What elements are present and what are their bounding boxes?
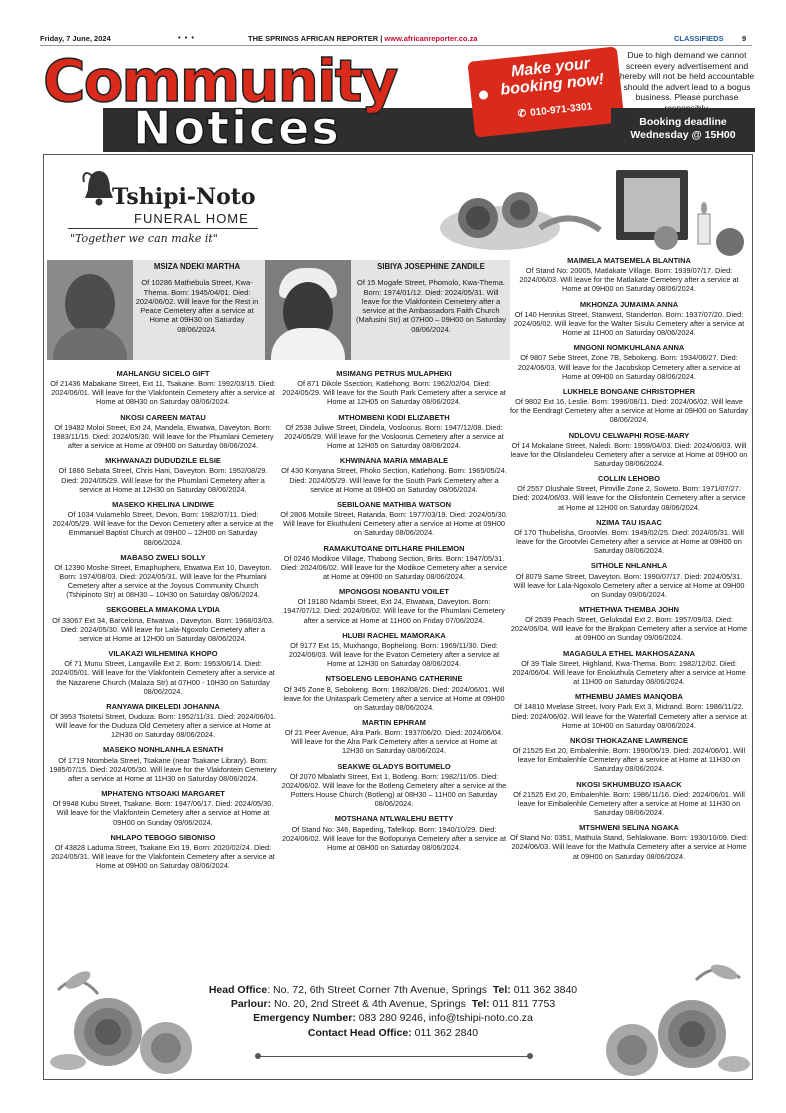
notice-entry xyxy=(49,456,277,494)
emergency-line xyxy=(200,1011,586,1025)
deceased-name: MABASO ZWELI SOLLY xyxy=(120,552,206,562)
notice-details: Of 9802 Ext 16, Leslie. Born: 1996/08/11. Died: 2024/06/02. Will leave for the Eendragt Cemetery after a service at Home at 09H00 on Saturday 08/06/2024. xyxy=(510,397,748,425)
booking-tag[interactable] xyxy=(467,46,624,137)
notice-details: Of 1719 Ntombela Street, Tsakane (near Tsakane Library). Born: 1985/07/15. Died: 2024/05/30. Will leave for the Vlakfontein Cemetery after a service at Home at 11H30 on Saturday 08/06/2024. xyxy=(49,755,277,783)
notice-entry xyxy=(280,587,508,625)
notice-entry xyxy=(280,762,508,809)
notice-entry xyxy=(280,456,508,494)
deceased-name: VILAKAZI WILHEMINA KHOPO xyxy=(108,649,218,659)
contact-line xyxy=(200,1026,586,1040)
deceased-name: MKHWANAZI DUDUDZILE ELSIE xyxy=(105,456,221,466)
notice-details: Of 19180 Ndambi Street, Ext 24, Etwatwa, Daveyton. Born: 1947/07/12. Died: 2024/06/02. Will leave for the Phumlani Cemetery after a service at Home at 11H00 on Friday 07/06/2024. xyxy=(283,597,505,625)
booking-phone xyxy=(493,99,617,123)
booking-deadline xyxy=(611,108,755,152)
contact-label: Contact Head Office: xyxy=(307,1026,412,1039)
deadline-label: Booking deadline xyxy=(639,116,727,128)
notice-entry xyxy=(280,631,508,669)
notice-details: Of 9177 Ext 15, Muxhango, Bophelong. Born: 1969/11/30. Died: 2024/06/03. Will leave for the Evaton Cemetery after a service at Home at 12H30 on Saturday 08/06/2024. xyxy=(288,640,500,669)
deceased-name: MTHOMBENI KODI ELIZABETH xyxy=(338,412,450,422)
portrait-body xyxy=(53,328,127,360)
portrait-photo xyxy=(265,260,351,360)
notice-details: Of 8079 Same Street, Daveyton. Born: 1990/07/17. Died: 2024/05/31. Will leave for Lala-Ngoxolo Cemetery after a service at Home at 09H00 on Sunday 09/06/2024. xyxy=(513,571,745,599)
deceased-name: NKOSI CAREEN MATAU xyxy=(120,412,206,422)
footer-rule-end-right xyxy=(527,1053,533,1059)
footer-rule xyxy=(258,1056,530,1057)
emergency-contact[interactable]: 083 280 9246, info@tshipi-noto.co.za xyxy=(355,1012,533,1025)
notice-entry xyxy=(280,674,508,712)
header-dots: • • • xyxy=(178,33,196,42)
publication-name xyxy=(248,34,478,43)
deceased-name: SEBILOANE MATHIBA WATSON xyxy=(336,499,452,509)
deceased-name: MKHONZA JUMAIMA ANNA xyxy=(579,299,679,309)
notice-details: Of 2557 Dlushale Street, Pimville Zone 2, Soweto. Born: 1971/07/27. Died: 2024/06/03. Will leave for the Olisfontein Cemetery after a service at Home at 12H00 on Saturday 08/06/2024. xyxy=(512,484,746,512)
notice-entry xyxy=(510,387,748,425)
deceased-name: MNGONI NOMKUHLANA ANNA xyxy=(573,343,685,353)
logo-divider xyxy=(68,228,258,229)
header-rule xyxy=(40,45,752,46)
deceased-name: MAGAGULA ETHEL MAKHOSAZANA xyxy=(562,648,696,658)
notice-details: Of 9948 Kubu Street, Tsakane. Born: 1947/06/17. Died: 2024/05/30. Will leave for the Vlakfontein Cemetery after a service at Home at 09H00 on Sunday 09/06/2024. xyxy=(52,799,274,827)
notice-details: Of 345 Zone 8, Sebokeng. Born: 1982/08/26. Died: 2024/06/01. Will leave for the Unitaspark Cemetery after a service at Home at 09H00 on Saturday 08/06/2024. xyxy=(283,684,505,712)
notice-details: Of 33067 Ext 34, Barcelona, Etwatwa , Daveyton. Born: 1968/03/03. Died: 2024/05/30. Will leave for Lala-Ngoxolo Cemetery after a service at Home at 12H00 on Saturday 08/06/2024. xyxy=(52,615,274,643)
notice-details: Of 3953 Tsotetsi Street, Duduza. Born: 1952/11/31. Died: 2024/06/01. Will leave for the Duduza Old Cemetery after a service at Home at 12H30 on Saturday 08/06/2024. xyxy=(50,712,276,740)
deceased-name: SEKGOBELA MMAKOMA LYDIA xyxy=(106,605,220,615)
deceased-name: MASEKO NONHLANHLA ESNATH xyxy=(103,745,223,755)
notice-entry xyxy=(49,789,277,827)
deceased-name: NDLOVU CELWAPHI ROSE-MARY xyxy=(568,430,690,440)
tel-label: Tel: xyxy=(471,998,490,1011)
featured-notices xyxy=(47,260,510,360)
notice-details: Of 1034 Vulamehlo Street, Devon. Born: 1982/07/11. Died: 2024/05/29. Will leave for the Devon Cemetery after a service at the Emmanuel Baptist Church at 09H00 – 12H00 on Saturday 08/06/2024. xyxy=(52,510,274,547)
notice-details: Of 140 Hennius Street, Stanwest, Standerton. Born: 1937/07/20. Died: 2024/06/02. Will leave for the Walter Sisulu Cemetery after a service at Home at 11H00 on Saturday 08/06/2024. xyxy=(513,309,745,338)
masthead-title-notices: Notices xyxy=(133,101,341,155)
publication-title: THE SPRINGS AFRICAN REPORTER | xyxy=(248,34,385,43)
notice-entry xyxy=(510,823,748,861)
notice-entry xyxy=(510,736,748,774)
deceased-name: MASEKO KHELINA LINDIWE xyxy=(112,499,214,509)
notice-entry xyxy=(510,474,748,512)
portrait-photo xyxy=(47,260,133,360)
publication-url[interactable]: www.africanreporter.co.za xyxy=(384,34,478,43)
notice-entry xyxy=(49,833,277,871)
contact-phone[interactable]: 011 362 2840 xyxy=(411,1026,479,1039)
notices-column-1 xyxy=(49,369,277,876)
deceased-name: NZIMA TAU ISAAC xyxy=(596,517,662,527)
notice-entry xyxy=(510,605,748,643)
notice-entry xyxy=(280,500,508,538)
notice-entry xyxy=(49,369,277,407)
masthead xyxy=(43,47,755,155)
section-name: CLASSIFIEDS xyxy=(674,34,724,43)
deceased-name: MTHEMBU JAMES MANQOBA xyxy=(575,692,683,702)
notice-details: Of 871 Dikole Ssection, Katlehong. Born: 1962/02/04. Died: 2024/05/29. Will leave for the South Park Cemetery after a service at Home at 12H05 on Saturday 08/06/2024. xyxy=(282,379,506,407)
notice-entry xyxy=(510,649,748,687)
notice-details: Of 1866 Sebata Street, Chris Hani, Daveyton. Born: 1952/08/29. Died: 2024/05/29. Will leave for the Phumlani Cemetery after a service at Home at 12H30 on Saturday 08/06/2024. xyxy=(58,466,268,494)
notice-entry xyxy=(49,413,277,451)
parlour-label: Parlour: xyxy=(230,998,272,1011)
deceased-name: NTSOELENG LEBOHANG CATHERINE xyxy=(325,674,463,684)
deceased-name: MPONGOSI NOBANTU VOILET xyxy=(338,587,449,597)
tag-hole xyxy=(479,90,489,100)
contact-footer xyxy=(200,983,586,1040)
rose-decoration-icon xyxy=(596,950,750,1078)
notice-details: Of 15 Mogafe Street, Phomolo, Kwa-Thema. Born: 1974/01/12. Died: 2024/05/31. Will leave for the Vlakfontein Cemetery after a service at the Ambassadors Faith Church (Mafusini Str) at 07H00 – 09H00 on Saturday 08/06/2024. xyxy=(355,278,507,334)
deceased-name: NKOSI SKHUMBUZO ISAACK xyxy=(576,779,682,789)
page-number: 9 xyxy=(742,34,747,43)
notice-details: Of 19482 Moloi Street, Ext 24, Mandela, Etwatwa, Daveyton. Born: 1983/11/15. Died: 2024/05/30. Will leave for the Phumlani Cemetery after a service at Home at 09H00 on Saturday 08/06/2024. xyxy=(52,422,274,451)
head-office-line xyxy=(200,983,586,997)
deceased-name: MSIMANG PETRUS MULAPHEKI xyxy=(336,369,452,378)
notice-entry xyxy=(510,518,748,556)
logo-name: Tshipi-Noto xyxy=(112,184,256,210)
notice-entry xyxy=(510,343,748,381)
deceased-name: MARTIN EPHRAM xyxy=(362,718,426,727)
notice-details: Of Stand No: 0351, Mathula Stand, Sehlakwane. Born: 1930/10/09. Died: 2024/06/03. Will leave for the Mathula Cemetery after a service at Home at 09H00 on Saturday 08/06/2024. xyxy=(510,833,749,861)
notice-details: Of 43828 Laduma Street, Tsakane Ext 19. Born: 2020/02/24. Died: 2024/05/31. Will leave for the Vlakfontein Cemetery after a service at Home at 09H00 on Saturday 08/06/2024. xyxy=(51,842,275,871)
notice-entry xyxy=(510,431,748,469)
notice-entry xyxy=(49,702,277,740)
booking-tag-text: Make your booking now! xyxy=(499,55,605,99)
roses-candle-decoration xyxy=(440,158,750,258)
deceased-name: SEAKWE GLADYS BOITUMELO xyxy=(337,761,451,771)
notice-entry xyxy=(510,561,748,599)
notice-details: Of 21436 Mabakane Street, Ext 11, Tsakane. Born: 1992/03/15. Died: 2024/06/01. Will leave for the Vlakfontein Cemetery after a service at Home at 08H30 on Saturday 08/06/2024. xyxy=(50,379,276,407)
notice-entry xyxy=(280,814,508,852)
deceased-name: MPHATENG NTSOAKI MARGARET xyxy=(101,789,225,799)
notice-details: Of 14810 Mvelase Street, Ivory Park Ext 3, Midrand. Born: 1986/11/22. Died: 2024/06/02. Will leave for the Waterfall Cemetery after a service at Home at 10H00 on Saturday 08/06/2024. xyxy=(511,702,747,730)
parlour-address: No. 20, 2nd Street & 4th Avenue, Springs xyxy=(271,998,466,1011)
portrait-head xyxy=(65,274,115,334)
phone-icon: ✆ xyxy=(517,108,527,121)
notice-entry xyxy=(280,413,508,451)
notice-details: Of 0246 Modikoe Village, Thabong Section, Brits. Born: 1947/05/31. Died: 2024/06/02. Will leave for the Modikoe Cemetery after a service at Home at 09H00 on Saturday 08/06/2024. xyxy=(280,553,508,581)
notice-details: Of 2070 Mbalathi Street, Ext 1, Botleng. Born: 1982/11/05. Died: 2024/06/02. Will leave for the Botleng Cemetery after a service at the Potters House Church (Botleng) at 08H30 – 11H00 on Saturday 08/06/2024. xyxy=(281,771,507,809)
notice-details: Of 12390 Moshe Street, Emaphupheni, Etwatwa Ext 10, Daveyton. Born: 1974/08/03. Died: 2024/05/31. Will leave for the Phumlani Cemetery after a service at the Joyous Community Church (Tshipinoto Str) at 08H30 – 10H30 on Saturday 08/06/2024. xyxy=(54,562,272,600)
notice-entry xyxy=(280,544,508,582)
head-office-address: : No. 72, 6th Street Corner 7th Avenue, Springs xyxy=(267,984,488,996)
rose-decoration-icon xyxy=(48,950,198,1078)
deceased-name: HLUBI RACHEL MAMORAKA xyxy=(342,630,446,640)
notice-details: Of 430 Konyana Street, Phoko Section, Katlehong. Born: 1965/05/24. Died: 2024/05/29. Will leave for the South Park Cemetery after a service at Home at 09H00 on Saturday 08/06/2024. xyxy=(281,466,507,494)
notice-details: Of 2538 Juliwe Street, Dindela, Vosloorus. Born: 1947/12/08. Died: 2024/05/29. Will leave for the Vosloorus Cemetery after a service at Home at 12H05 on Saturday 08/06/2024. xyxy=(284,422,504,451)
notice-details: Of 170 Thubelisha, Grootvlei. Born: 1949/02/25. Died: 2024/05/31. Will leave for the Grootvlei Cemetery after a service at Home at 09H00 on Saturday 08/06/2024. xyxy=(514,527,744,556)
deceased-name: NKOSI THOKAZANE LAWRENCE xyxy=(570,735,688,745)
portrait-body xyxy=(271,328,345,360)
notice-entry xyxy=(49,500,277,547)
deceased-name: MTHETHWA THEMBA JOHN xyxy=(579,605,679,614)
notice-details: Of 71 Munu Street, Langaville Ext 2. Born: 1953/06/14. Died: 2024/05/01. Will leave for the Vlakfontein Cemetery after a service at the Nazarene Church (Malaza Str) at 07H00 - 10H30 on Saturday 08/06/2024. xyxy=(51,659,275,696)
notice-entry xyxy=(510,256,748,294)
notice-details: Of 2539 Peach Street, Geluksdal Ext 2. Born: 1957/09/03. Died: 2024/06/04. Will leave for the Brakpan Cemetery after a service at Home at 09H00 on Sunday 09/06/2024. xyxy=(510,615,748,643)
parlour-line xyxy=(200,997,586,1011)
bell-icon xyxy=(82,168,116,208)
notice-entry xyxy=(510,300,748,338)
deceased-name: RAMAKUTOANE DITLHARE PHILEMON xyxy=(323,543,465,553)
funeral-home-logo xyxy=(68,162,258,252)
notice-details: Of 21525 Ext 20, Embalenhle. Born: 1990/06/19. Died: 2024/06/01. Will leave for Embalenhle Cemetery after a service at Home at 11H30 on Saturday 08/06/2024. xyxy=(512,746,746,774)
disclaimer-text: Due to high demand we cannot screen every advertisement and hereby will not be held accountable should the advert lead to a bogus business. Please purchase xyxy=(619,50,755,102)
deceased-name: LUKHELE BONGANE CHRISTOPHER xyxy=(562,386,696,396)
notice-details: Of 39 Tlale Street, Highland, Kwa-Thema. Born: 1982/12/02. Died: 2024/06/04. Will leave for Enokuthula Cemetery after a service at Home at 11H00 on Saturday 08/06/2024. xyxy=(512,658,746,687)
notice-details: Of 9807 Sebe Street, Zone 7B, Sebokeng. Born: 1934/06/27. Died: 2024/06/03. Will leave for the Jacobskop Cemetery after a service at Home at 09H00 on Saturday 08/06/2024. xyxy=(517,353,741,381)
tel-label: Tel: xyxy=(492,984,511,996)
deceased-name: MSIZA NDEKI MARTHA xyxy=(153,262,241,271)
head-office-label: Head Office xyxy=(208,984,268,996)
booking-phone-number: 010-971-3301 xyxy=(529,101,593,119)
notice-entry xyxy=(510,692,748,730)
notice-details: Of 2806 Motsile Street, Ratanda. Born: 1977/03/19. Died: 2024/05/30. Will leave for Ekuthuleni Cemetery after a service at Home at 09H00 on Saturday 08/06/2024. xyxy=(280,510,508,538)
deceased-name: NHLAPO TEBOGO SIBONISO xyxy=(110,832,216,842)
logo-subtitle: FUNERAL HOME xyxy=(134,211,249,226)
notices-column-2 xyxy=(280,369,508,858)
featured-notice xyxy=(355,262,507,334)
notice-entry xyxy=(49,605,277,643)
notice-details: Of Stand No: 20005, Matlakate Village. Born: 1939/07/17. Died: 2024/06/03. Will leave for the Matlakate Cemetery after a service at Home at 09H00 on Saturday 08/06/2024. xyxy=(519,266,739,294)
notice-details: Of 10286 Mathebula Street, Kwa-Thema. Born: 1945/04/01. Died: 2024/06/02. Will leave for the Rest in Peace Cemetery after a service at Home at 09H30 on Saturday 08/06/2024. xyxy=(135,278,259,334)
notice-entry xyxy=(49,553,277,600)
notice-details: Of 14 Mokalane Street, Naledi. Born: 1959/04/03. Died: 2024/06/03. Will leave for the Olislandeleu Cemetery after a service at Home at 09H00 on Saturday 08/06/2024. xyxy=(510,440,748,468)
notice-entry xyxy=(280,369,508,407)
notice-details: Of Stand No: 346, Bapeding, Tafelkop. Born: 1940/10/29. Died: 2024/06/02. Will leave for the Botlopunya Cemetery after a service at Home at 08H00 on Saturday 08/06/2024. xyxy=(281,824,507,852)
logo-tagline: "Together we can make it" xyxy=(70,232,218,245)
featured-notice xyxy=(135,262,259,334)
deceased-name: SIBIYA JOSEPHINE ZANDILE xyxy=(377,262,485,271)
deceased-name: KHWINANA MARIA MMABALE xyxy=(339,456,449,466)
notice-entry xyxy=(49,745,277,783)
notice-details: Of 21 Peer Avenue, Alra Park. Born: 1937/06/20. Died: 2024/06/04. Will leave for the Alra Park Cemetery after a service at Home at 12H30 on Saturday 08/06/2024. xyxy=(284,728,504,756)
notice-entry xyxy=(280,718,508,756)
notice-entry xyxy=(49,649,277,696)
deceased-name: MTSHWENI SELINA NGAKA xyxy=(579,823,679,833)
deceased-name: COLLIN LEHOBO xyxy=(597,474,661,484)
notices-column-3 xyxy=(510,256,748,867)
deceased-name: MAIMELA MATSEMELA BLANTINA xyxy=(567,256,691,265)
issue-date: Friday, 7 June, 2024 xyxy=(40,34,111,43)
deceased-name: MOTSHANA NTLWALEHU BETTY xyxy=(334,814,454,824)
deceased-name: RANYAWA DIKELEDI JOHANNA xyxy=(106,701,220,711)
deceased-name: SITHOLE NHLANHLA xyxy=(590,561,668,571)
parlour-phone[interactable]: 011 811 7753 xyxy=(489,998,556,1011)
deceased-name: MAHLANGU SICELO GIFT xyxy=(116,369,210,378)
deadline-time: Wednesday @ 15H00 xyxy=(630,129,736,141)
notice-entry xyxy=(510,780,748,818)
head-office-phone[interactable]: 011 362 3840 xyxy=(510,984,578,996)
masthead-title-community: Community xyxy=(43,47,397,115)
notice-details: Of 21525 Ext 20, Embalenhle. Born: 1986/11/16. Died: 2024/06/01. Will leave for Embalenhle Cemetery after a service at Home at 11H30 on Saturday 08/06/2024. xyxy=(513,789,745,817)
emergency-label: Emergency Number: xyxy=(253,1012,356,1025)
